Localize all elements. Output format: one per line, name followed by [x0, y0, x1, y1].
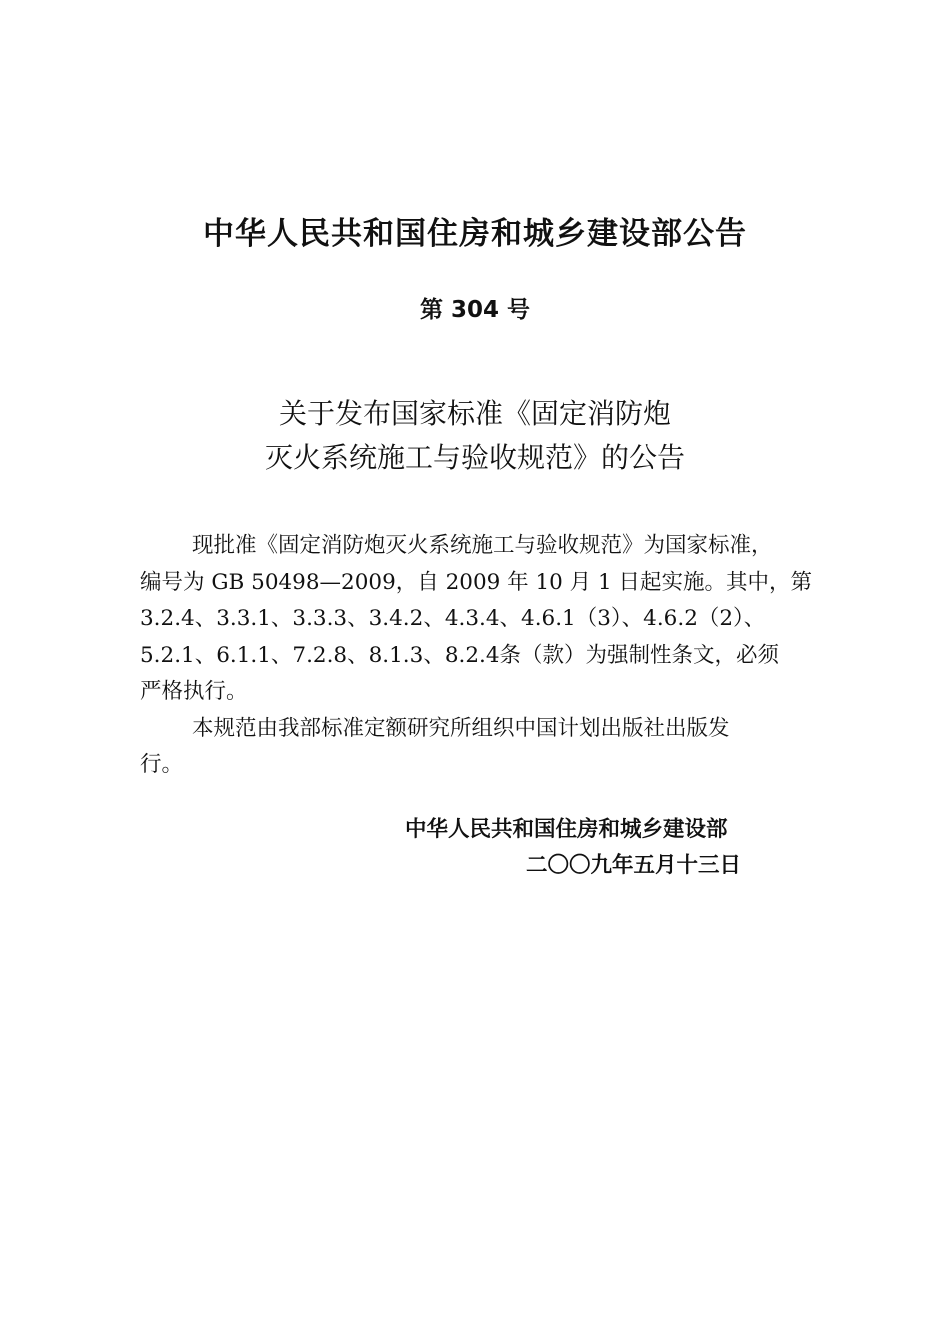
paragraph-2-line: 行。	[140, 752, 184, 777]
signature-date: 二〇〇九年五月十三日	[526, 853, 742, 878]
paragraph-1-line: 3.2.4、3.3.1、3.3.3、3.4.2、4.3.4、4.6.1（3）、4.6.2（2）、	[140, 606, 766, 631]
subject-line: 灭火系统施工与验收规范》的公告	[264, 441, 685, 474]
announcement-number: 第 304 号	[419, 297, 531, 323]
paragraph-2-line: 本规范由我部标准定额研究所组织中国计划出版社出版发	[192, 715, 730, 741]
subject-line: 关于发布国家标准《固定消防炮	[278, 397, 671, 430]
signature-organization: 中华人民共和国住房和城乡建设部	[405, 817, 728, 842]
paragraph-1-line: 5.2.1、6.1.1、7.2.8、8.1.3、8.2.4条（款）为强制性条文，必须	[140, 642, 780, 668]
paragraph-1-line: 现批准《固定消防炮灭火系统施工与验收规范》为国家标准，	[192, 533, 773, 558]
paragraph-1-line: 严格执行。	[140, 679, 248, 704]
announcement-headline: 中华人民共和国住房和城乡建设部公告	[203, 216, 747, 252]
announcement-body	[140, 528, 815, 784]
announcement-subject	[0, 392, 950, 480]
paragraph-1-line: 编号为 GB 50498—2009，自 2009 年 10 月 1 日起实施。其中，第	[140, 569, 813, 595]
